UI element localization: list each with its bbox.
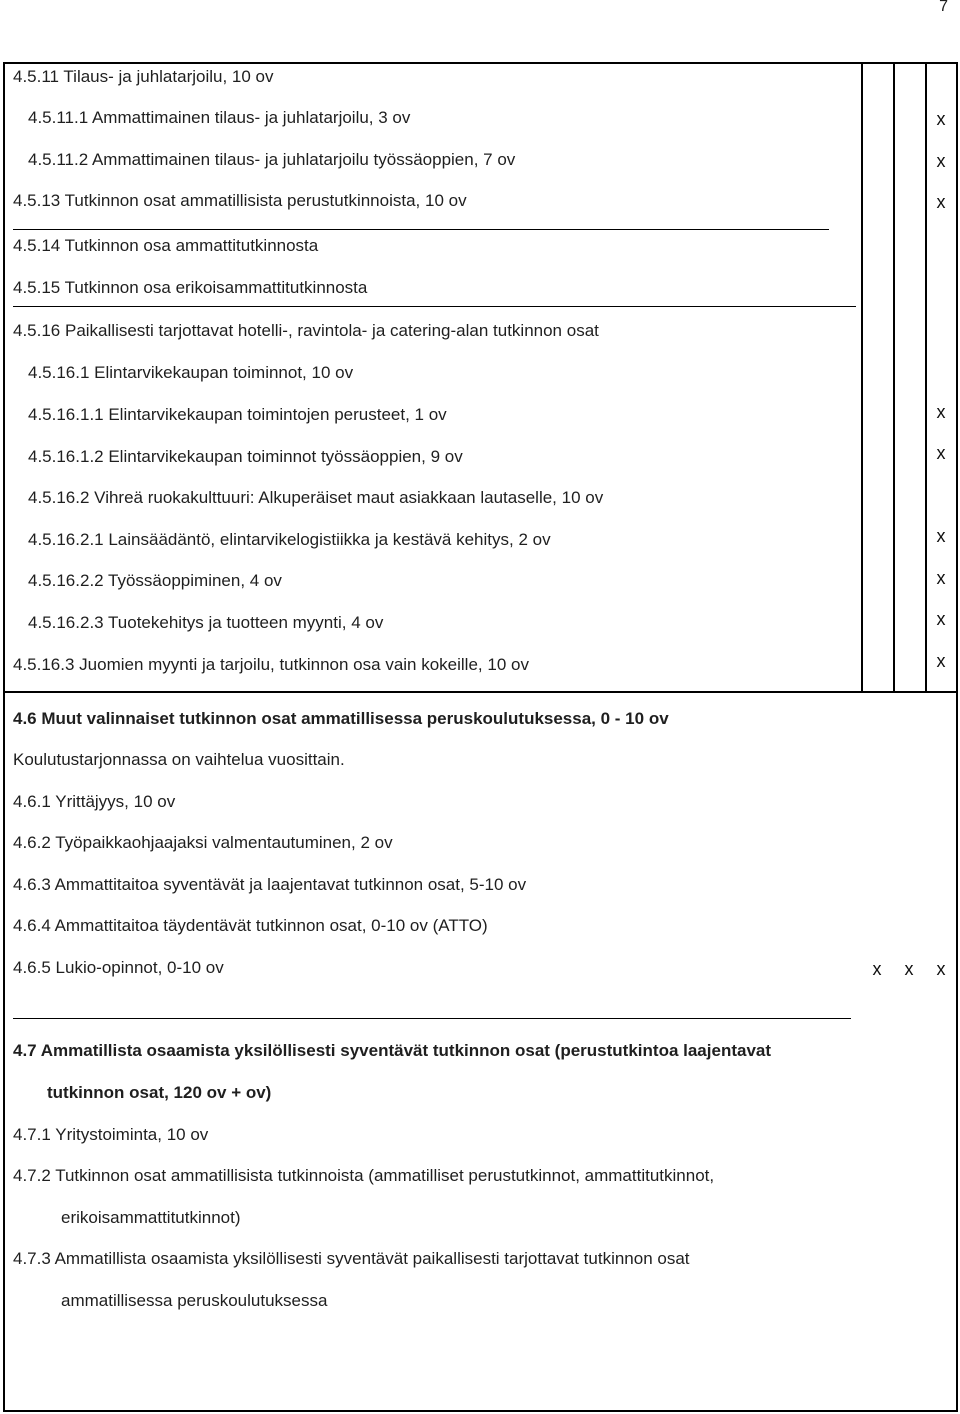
mark-x: x xyxy=(872,959,882,979)
list-item: 4.5.14 Tutkinnon osa ammattitutkinnosta xyxy=(13,236,319,255)
col-divider-3 xyxy=(925,62,927,692)
list-item: 4.5.11.2 Ammattimainen tilaus- ja juhlatarjoilu työssäoppien, 7 ov xyxy=(28,150,516,169)
mark-x: x xyxy=(936,959,946,979)
mark-x: x xyxy=(936,109,946,129)
list-item: 4.5.13 Tutkinnon osat ammatillisista perustutkinnoista, 10 ov xyxy=(13,191,467,210)
mark-x: x xyxy=(904,959,914,979)
list-item: 4.5.16.2.2 Työssäoppiminen, 4 ov xyxy=(28,571,282,590)
section-divider xyxy=(3,691,958,693)
list-item: 4.5.16 Paikallisesti tarjottavat hotelli-, ravintola- ja catering-alan tutkinnon osat xyxy=(13,321,599,340)
list-item: 4.5.15 Tutkinnon osa erikoisammattitutkinnosta xyxy=(13,278,368,297)
col-divider-2 xyxy=(893,62,895,692)
list-item: 4.7.3 Ammatillista osaamista yksilöllisesti syventävät paikallisesti tarjottavat tutkinnon osat xyxy=(13,1249,690,1268)
list-item: 4.6.1 Yrittäjyys, 10 ov xyxy=(13,792,176,811)
col-divider-1 xyxy=(861,62,863,692)
section-heading: 4.6 Muut valinnaiset tutkinnon osat ammatillisessa peruskoulutuksessa, 0 - 10 ov xyxy=(13,709,669,728)
mark-x: x xyxy=(936,526,946,546)
separator-line xyxy=(13,306,856,307)
separator-line xyxy=(13,1018,851,1019)
list-item: 4.5.11 Tilaus- ja juhlatarjoilu, 10 ov xyxy=(13,67,274,86)
list-item: 4.7.2 Tutkinnon osat ammatillisista tutkinnoista (ammatilliset perustutkinnot, ammattitutkinnot, xyxy=(13,1166,715,1185)
mark-x: x xyxy=(936,402,946,422)
list-item: 4.5.11.1 Ammattimainen tilaus- ja juhlatarjoilu, 3 ov xyxy=(28,108,411,127)
table-bottom-border xyxy=(3,1410,958,1412)
table-left-border xyxy=(3,62,5,1411)
mark-x: x xyxy=(936,609,946,629)
section-heading: 4.7 Ammatillista osaamista yksilöllisesti syventävät tutkinnon osat (perustutkintoa laajentavat xyxy=(13,1041,772,1060)
section-heading-continued: tutkinnon osat, 120 ov + ov) xyxy=(47,1083,272,1102)
list-item: 4.6.4 Ammattitaitoa täydentävät tutkinnon osat, 0-10 ov (ATTO) xyxy=(13,916,488,935)
list-item: 4.5.16.1 Elintarvikekaupan toiminnot, 10 ov xyxy=(28,363,354,382)
section-note: Koulutustarjonnassa on vaihtelua vuosittain. xyxy=(13,750,345,769)
table-right-border xyxy=(956,62,958,1411)
mark-x: x xyxy=(936,568,946,588)
mark-x: x xyxy=(936,192,946,212)
list-item-continued: erikoisammattitutkinnot) xyxy=(61,1208,241,1227)
separator-line xyxy=(13,229,829,230)
list-item: 4.7.1 Yritystoiminta, 10 ov xyxy=(13,1125,209,1144)
list-item: 4.5.16.3 Juomien myynti ja tarjoilu, tutkinnon osa vain kokeille, 10 ov xyxy=(13,655,529,674)
list-item: 4.5.16.1.2 Elintarvikekaupan toiminnot työssäoppien, 9 ov xyxy=(28,447,463,466)
mark-x: x xyxy=(936,151,946,171)
list-item: 4.5.16.1.1 Elintarvikekaupan toimintojen perusteet, 1 ov xyxy=(28,405,447,424)
list-item: 4.5.16.2 Vihreä ruokakulttuuri: Alkuperäiset maut asiakkaan lautaselle, 10 ov xyxy=(28,488,604,507)
mark-x: x xyxy=(936,443,946,463)
list-item: 4.5.16.2.3 Tuotekehitys ja tuotteen myynti, 4 ov xyxy=(28,613,384,632)
list-item: 4.6.3 Ammattitaitoa syventävät ja laajentavat tutkinnon osat, 5-10 ov xyxy=(13,875,527,894)
list-item-continued: ammatillisessa peruskoulutuksessa xyxy=(61,1291,328,1310)
list-item: 4.6.5 Lukio-opinnot, 0-10 ov xyxy=(13,958,224,977)
page-number: 7 xyxy=(939,0,948,15)
list-item: 4.5.16.2.1 Lainsäädäntö, elintarvikelogistiikka ja kestävä kehitys, 2 ov xyxy=(28,530,551,549)
list-item: 4.6.2 Työpaikkaohjaajaksi valmentautuminen, 2 ov xyxy=(13,833,393,852)
mark-x: x xyxy=(936,651,946,671)
table-top-border xyxy=(3,62,958,64)
